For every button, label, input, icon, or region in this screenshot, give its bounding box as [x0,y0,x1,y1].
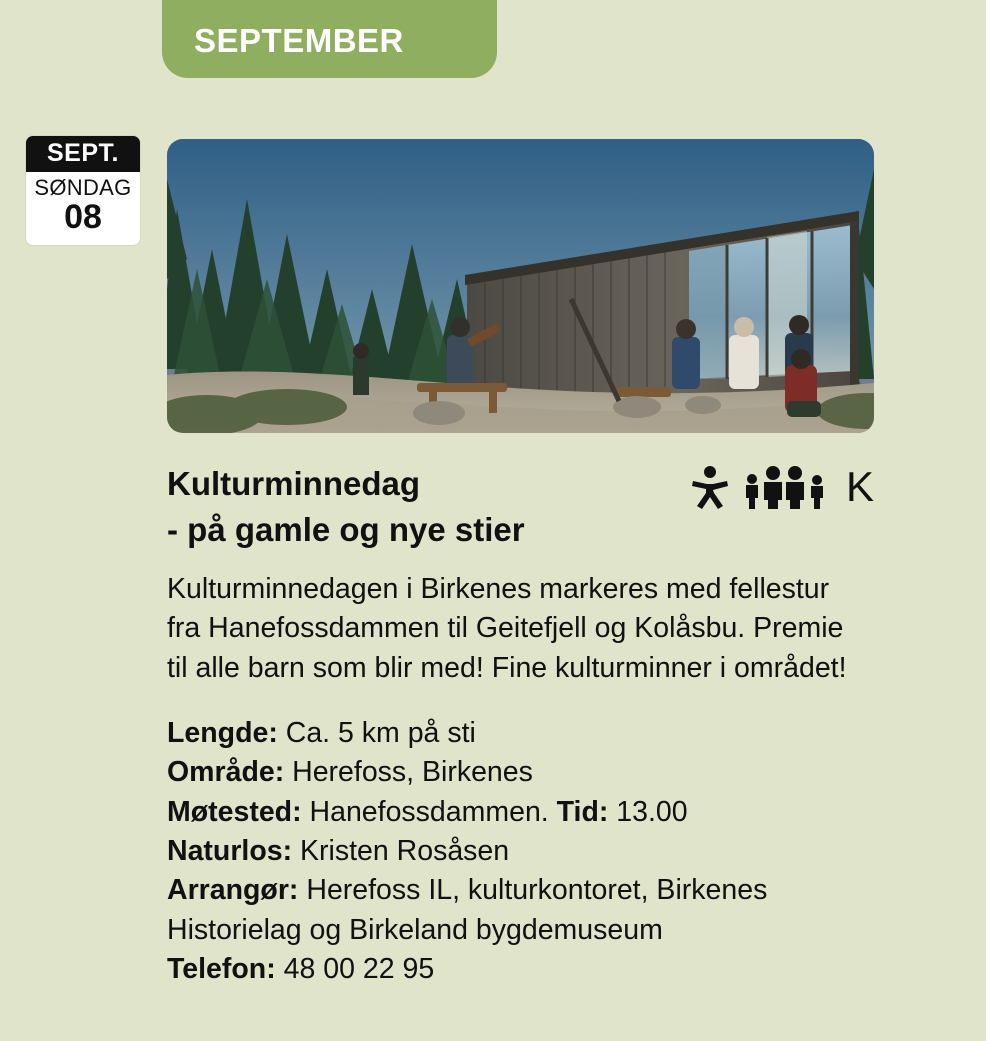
family-group-icon [742,465,834,509]
event-symbols [690,461,874,509]
detail-lengde-label: Lengde: [167,717,278,750]
event-photo [167,139,874,433]
detail-tid-label: Tid: [556,795,609,828]
event-details [167,714,867,989]
month-label: SEPTEMBER [194,22,404,59]
detail-motested-label: Møtested: [167,795,302,828]
detail-omrade [167,753,867,792]
detail-arrangor [167,871,867,950]
detail-omrade-value: Herefoss, Birkenes [292,756,533,789]
detail-arrangor-value: Herefoss IL, kulturkontoret, Birkenes Historielag og Birkeland bygdemuseum [167,874,768,946]
detail-omrade-label: Område: [167,756,285,789]
event-title-line2: - på gamle og nye stier [167,510,525,548]
detail-lengde [167,714,867,753]
event-title [167,461,525,552]
detail-naturlos-value: Kristen Rosåsen [300,835,510,868]
detail-naturlos-label: Naturlos: [167,835,293,868]
detail-tid-value: 13.00 [616,795,688,828]
detail-motested [167,793,867,832]
event-description: Kulturminnedagen i Birkenes markeres med fellestur fra Hanefossdammen til Geitefjell og Kolåsbu. Premie til alle barn som blir med! Fine kulturminner i området! [167,573,847,684]
detail-telefon-value: 48 00 22 95 [283,953,435,986]
event-card [167,139,874,989]
detail-telefon [167,950,867,989]
title-row [167,461,874,552]
detail-telefon-label: Telefon: [167,953,276,986]
accessible-icon [690,465,730,509]
date-chip-day: 08 [64,198,102,237]
date-chip-weekday: SØNDAG [34,175,132,201]
date-chip [26,136,140,245]
month-banner [162,0,497,78]
detail-arrangor-label: Arrangør: [167,874,299,907]
date-chip-month: SEPT. [26,136,140,172]
detail-lengde-value: Ca. 5 km på sti [285,717,476,750]
event-title-line1: Kulturminnedag [167,465,420,502]
photo-illustration [167,139,874,433]
detail-naturlos [167,832,867,871]
symbol-letter-k: K [845,463,874,510]
detail-motested-value: Hanefossdammen. [309,795,549,828]
